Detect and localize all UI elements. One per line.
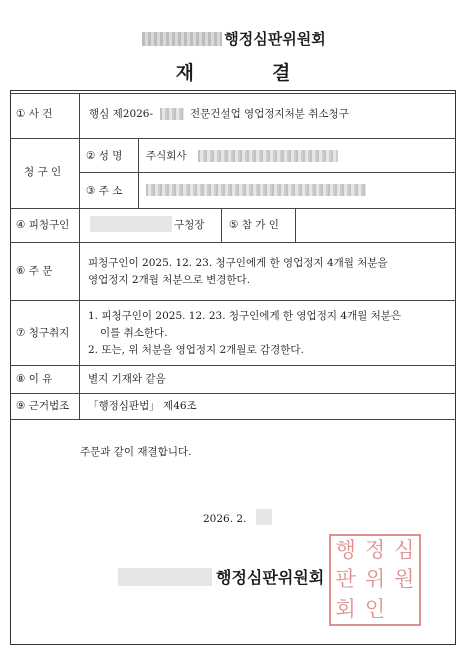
order-line-2: 영업정지 2개월 처분으로 변경한다. <box>88 274 251 286</box>
claim-item-1-cont: 이를 취소한다. <box>100 327 168 339</box>
seal-char: 판 <box>335 567 356 592</box>
issuer-name: 행정심판위원회 <box>224 30 326 48</box>
rule <box>10 138 456 139</box>
closing-statement: 주문과 같이 재결합니다. <box>80 446 192 458</box>
decision-date: 2026. 2. <box>203 513 247 525</box>
address-label: ③ 주 소 <box>86 185 123 197</box>
seal-char: 심 <box>394 538 415 562</box>
respondent-value: 구청장 <box>174 219 205 231</box>
basis-value: 「행정심판법」 제46조 <box>88 400 197 412</box>
order-line-1: 피청구인이 2025. 12. 23. 청구인에게 한 영업정지 4개월 처분을 <box>88 257 388 269</box>
redacted-region <box>256 509 272 525</box>
claimant-label: 청 구 인 <box>24 166 62 178</box>
rule <box>10 393 456 394</box>
rule <box>10 208 456 209</box>
claim-item-1: 1. 피청구인이 2025. 12. 23. 청구인에게 한 영업정지 4개월 처분은 <box>88 310 402 322</box>
title-char-right: 결 <box>272 62 293 84</box>
rule <box>10 365 456 366</box>
rule <box>295 208 296 242</box>
participant-label: ⑤ 참 가 인 <box>229 219 279 231</box>
case-label: ① 사 건 <box>16 108 53 120</box>
rule <box>221 208 222 242</box>
redacted-region <box>146 184 366 196</box>
footer-org: 행정심판위원회 <box>216 568 325 587</box>
rule <box>10 93 456 94</box>
seal-char: 인 <box>364 596 386 621</box>
seal-char <box>390 595 419 624</box>
basis-label: ⑨ 근거법조 <box>16 400 70 412</box>
reason-value: 별지 기재와 같음 <box>88 373 166 385</box>
seal-char: 위 <box>364 567 386 592</box>
rule <box>79 93 80 419</box>
name-label: ② 성 명 <box>86 150 123 162</box>
seal-char: 행 <box>335 538 356 562</box>
redacted-region <box>198 150 338 162</box>
claimant-name: 주식회사 <box>146 150 187 162</box>
redacted-region <box>142 32 222 46</box>
redacted-region <box>160 108 184 120</box>
official-seal <box>329 534 421 626</box>
seal-char: 정 <box>364 538 386 562</box>
redacted-region <box>90 216 172 232</box>
rule <box>10 242 456 243</box>
rule <box>138 138 139 208</box>
seal-char: 회 <box>335 596 356 621</box>
respondent-label: ④ 피청구인 <box>16 219 70 231</box>
issuer-header <box>0 28 468 49</box>
claim-label: ⑦ 청구취지 <box>16 327 70 339</box>
rule <box>10 300 456 301</box>
claim-item-2: 2. 또는, 위 처분을 영업정지 2개월로 감경한다. <box>88 344 304 356</box>
redacted-region <box>118 568 212 586</box>
document-title <box>0 58 468 85</box>
seal-char: 원 <box>394 567 415 592</box>
rule <box>10 419 456 420</box>
case-number: 행심 제2026- <box>89 108 154 120</box>
order-label: ⑥ 주 문 <box>16 265 53 277</box>
case-title: 전문건설업 영업정지처분 취소청구 <box>190 108 349 120</box>
reason-label: ⑧ 이 유 <box>16 373 53 385</box>
title-char-left: 재 <box>175 62 196 84</box>
rule <box>79 172 456 173</box>
